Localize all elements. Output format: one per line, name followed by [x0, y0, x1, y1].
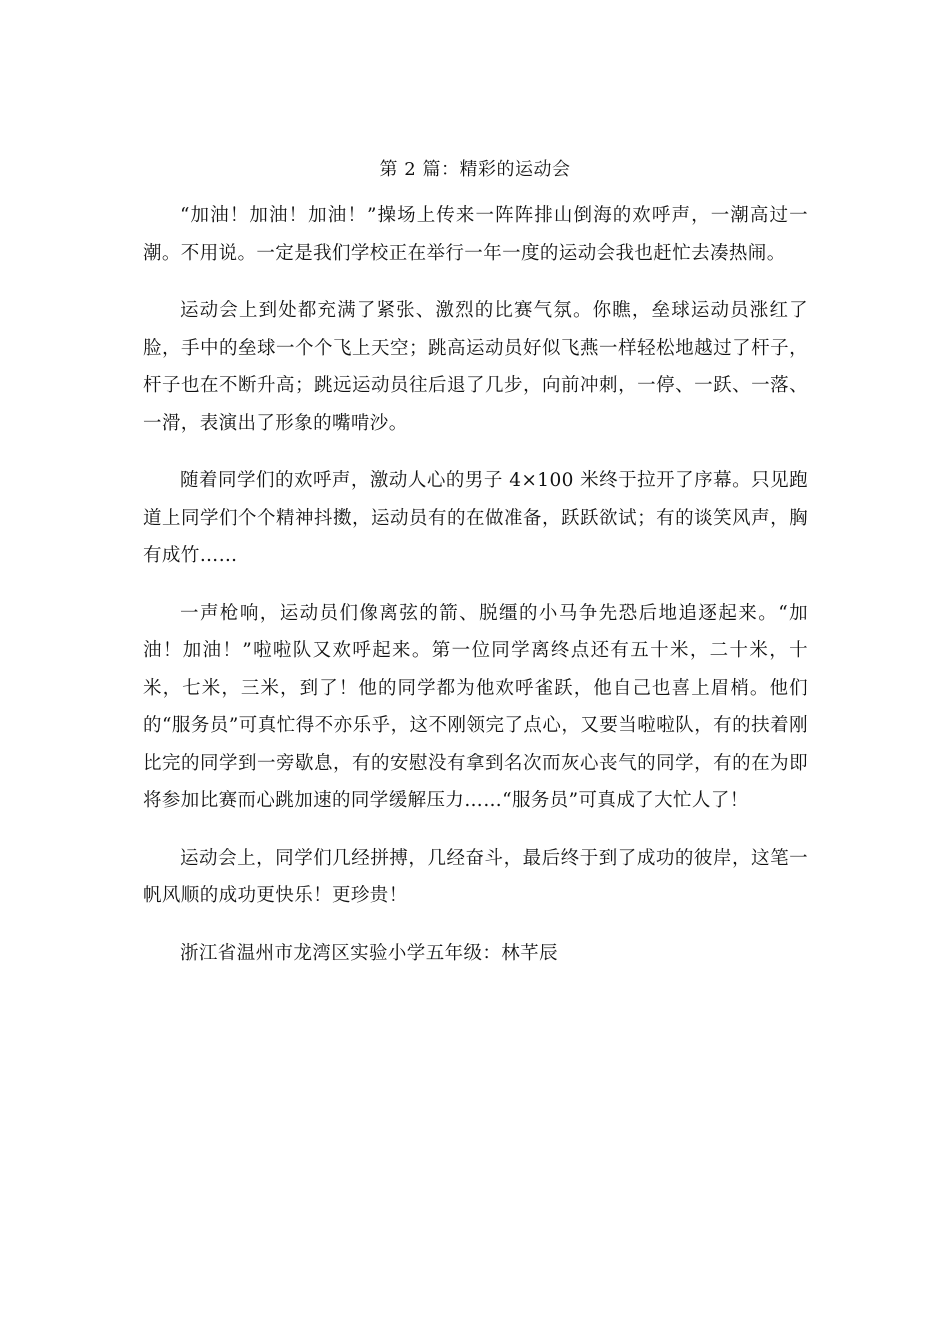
paragraph-2: 运动会上到处都充满了紧张、激烈的比赛气氛。你瞧，垒球运动员涨红了脸，手中的垒球一个个飞上天空；跳高运动员好似飞燕一样轻松地越过了杆子，杆子也在不断升高；跳远运动员往后退了几步，向前冲刺，一停、一跃、一落、一滑，表演出了形象的嘴啃沙。: [143, 300, 808, 434]
paragraph-5: 运动会上，同学们几经拼搏，几经奋斗，最后终于到了成功的彼岸，这笔一帆风顺的成功更快乐！更珍贵！: [143, 847, 808, 906]
author-signature: 浙江省温州市龙湾区实验小学五年级：林芊辰: [180, 942, 559, 964]
document-title: 第 2 篇：精彩的运动会: [379, 159, 571, 180]
paragraph-4: 一声枪响，运动员们像离弦的箭、脱缰的小马争先恐后地追逐起来。“加油！加油！”啦啦队又欢呼起来。第一位同学离终点还有五十米，二十米，十米，七米，三米，到了！他的同学都为他欢呼雀跃，他自己也喜上眉梢。他们的“服务员”可真忙得不亦乐乎，这不刚领完了点心，又要当啦啦队，有的扶着刚比完的同学到一旁歇息，有的安慰没有拿到名次而灰心丧气的同学，有的在为即将参加比赛而心跳加速的同学缓解压力……“服务员”可真成了大忙人了！: [143, 602, 808, 811]
paragraph-1: “加油！加油！加油！”操场上传来一阵阵排山倒海的欢呼声，一潮高过一潮。不用说。一定是我们学校正在举行一年一度的运动会我也赶忙去凑热闹。: [143, 205, 808, 264]
document-body: [143, 197, 808, 972]
paragraph-3: 随着同学们的欢呼声，激动人心的男子 4×100 米终于拉开了序幕。只见跑道上同学们个个精神抖擞，运动员有的在做准备，跃跃欲试；有的谈笑风声，胸有成竹……: [143, 470, 808, 566]
